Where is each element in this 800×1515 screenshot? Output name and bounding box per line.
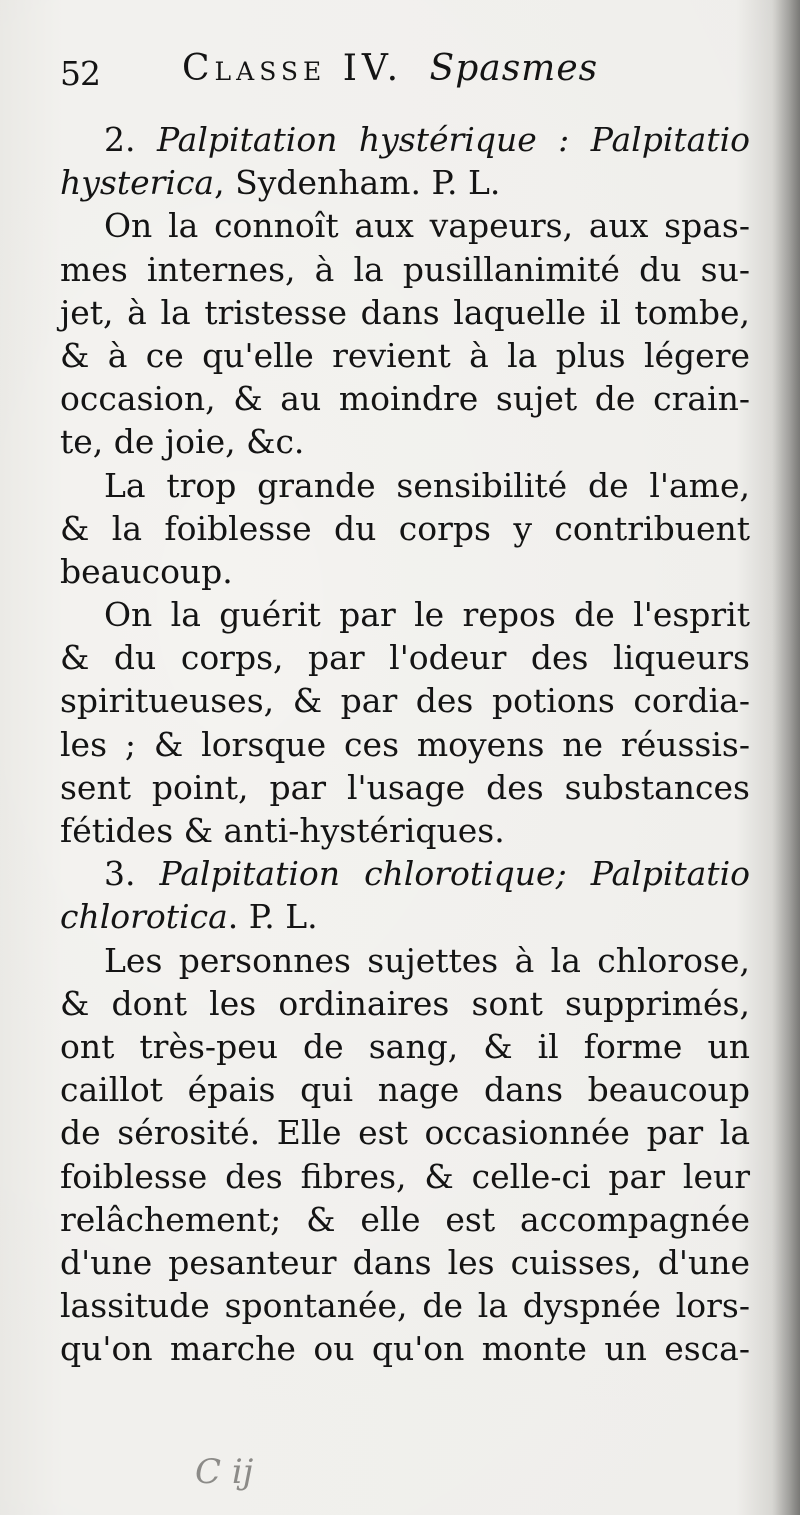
- text-line: occasion, & au moindre sujet de crain-: [60, 379, 750, 419]
- text-line: d'une pesanteur dans les cuisses, d'une: [60, 1242, 750, 1282]
- text-line: On la connoît aux vapeurs, aux spas-: [104, 206, 750, 246]
- text-line: fétides & anti-hystériques.: [60, 811, 505, 850]
- text-line: de sérosité. Elle est occasionnée par la: [60, 1113, 750, 1153]
- text-line: hysterica, Sydenham. P. L.: [60, 163, 501, 203]
- text-line: foiblesse des fibres, & celle-ci par leur: [60, 1156, 750, 1196]
- text-line: qu'on marche ou qu'on monte un esca-: [60, 1329, 750, 1369]
- class-label: Classe IV.: [182, 48, 404, 89]
- text-line: chlorotica. P. L.: [60, 897, 318, 937]
- text-line: caillot épais qui nage dans beaucoup: [60, 1070, 750, 1110]
- text-line: sent point, par l'usage des substances: [60, 767, 750, 807]
- text-line: On la guérit par le repos de l'esprit: [104, 595, 750, 635]
- running-head: [182, 48, 598, 89]
- text-line: & à ce qu'elle revient à la plus légere: [60, 335, 750, 375]
- text-line: beaucoup.: [60, 551, 233, 591]
- running-header: [60, 48, 750, 108]
- text-line: & dont les ordinaires sont supprimés,: [60, 983, 750, 1023]
- page-number: 52: [60, 54, 100, 93]
- text-line: ont très-peu de sang, & il forme un: [60, 1026, 750, 1066]
- text-line: 2. Palpitation hystérique : Palpitatio: [104, 120, 750, 159]
- text-line: La trop grande sensibilité de l'ame,: [104, 465, 750, 505]
- text-line: spiritueuses, & par des potions cordia-: [60, 681, 750, 721]
- body-text: [60, 118, 750, 1370]
- text-line: Les personnes sujettes à la chlorose,: [104, 940, 750, 980]
- binding-shadow: [772, 0, 800, 1515]
- text-line: & la foiblesse du corps y contribuent: [60, 508, 750, 548]
- text-line: les ; & lorsque ces moyens ne réussis-: [60, 724, 750, 764]
- text-line: & du corps, par l'odeur des liqueurs: [60, 638, 750, 678]
- text-line: lassitude spontanée, de la dyspnée lors-: [60, 1286, 750, 1326]
- text-line: relâchement; & elle est accompagnée: [60, 1199, 750, 1239]
- section-title: Spasmes: [429, 48, 599, 89]
- text-line: te, de joie, &c.: [60, 422, 305, 462]
- text-line: 3. Palpitation chlorotique; Palpitatio: [104, 854, 750, 894]
- signature-mark: C ij: [195, 1452, 254, 1492]
- text-line: jet, à la tristesse dans laquelle il tombe,: [60, 292, 750, 332]
- text-line: mes internes, à la pusillanimité du su-: [60, 249, 750, 289]
